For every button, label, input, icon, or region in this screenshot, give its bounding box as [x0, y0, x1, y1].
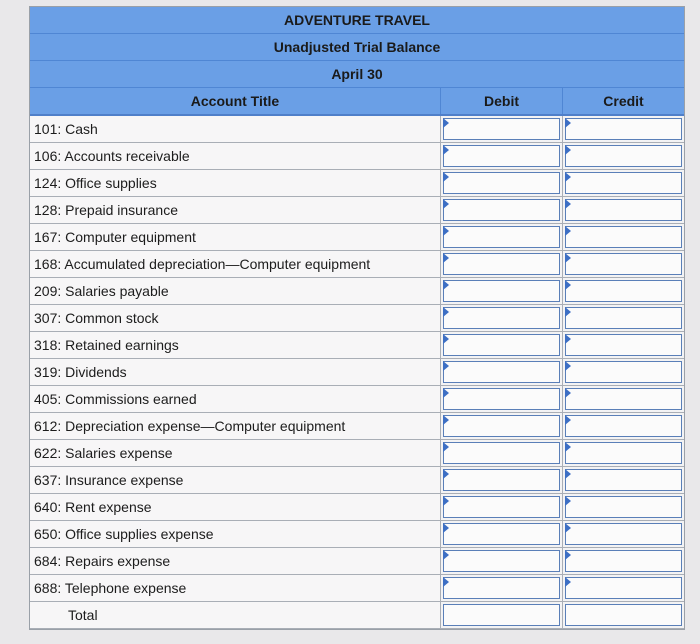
debit-input[interactable] [443, 388, 560, 410]
debit-cell [441, 386, 563, 412]
entry-marker-icon [443, 496, 449, 506]
debit-cell [441, 467, 563, 493]
debit-input[interactable] [443, 361, 560, 383]
credit-input[interactable] [565, 280, 682, 302]
debit-cell [441, 602, 563, 628]
account-title-cell: 650: Office supplies expense [30, 521, 441, 547]
entry-marker-icon [443, 253, 449, 263]
account-title-cell: 124: Office supplies [30, 170, 441, 196]
debit-input[interactable] [443, 145, 560, 167]
entry-marker-icon [565, 280, 571, 290]
entry-marker-icon [443, 307, 449, 317]
credit-cell [563, 575, 684, 601]
credit-cell [563, 521, 684, 547]
credit-input[interactable] [565, 415, 682, 437]
entry-marker-icon [443, 577, 449, 587]
total-row [30, 602, 684, 629]
table-row [30, 440, 684, 467]
debit-cell [441, 278, 563, 304]
debit-cell [441, 170, 563, 196]
entry-marker-icon [565, 361, 571, 371]
account-title-cell: 167: Computer equipment [30, 224, 441, 250]
entry-marker-icon [565, 469, 571, 479]
credit-cell [563, 278, 684, 304]
credit-input[interactable] [565, 361, 682, 383]
entry-marker-icon [443, 280, 449, 290]
account-title-cell: 101: Cash [30, 116, 441, 142]
debit-input[interactable] [443, 469, 560, 491]
account-title-cell: 688: Telephone expense [30, 575, 441, 601]
credit-cell [563, 170, 684, 196]
entry-marker-icon [443, 442, 449, 452]
debit-input[interactable] [443, 442, 560, 464]
credit-input[interactable] [565, 118, 682, 140]
account-title-cell: 612: Depreciation expense—Computer equipment [30, 413, 441, 439]
entry-marker-icon [443, 550, 449, 560]
credit-input[interactable] [565, 388, 682, 410]
table-row [30, 359, 684, 386]
debit-input[interactable] [443, 280, 560, 302]
account-title-cell: 168: Accumulated depreciation—Computer equipment [30, 251, 441, 277]
credit-cell [563, 440, 684, 466]
debit-input[interactable] [443, 523, 560, 545]
total-label: Total [30, 602, 441, 628]
debit-input[interactable] [443, 334, 560, 356]
table-row [30, 170, 684, 197]
debit-cell [441, 359, 563, 385]
column-header-debit: Debit [441, 88, 563, 114]
table-row [30, 332, 684, 359]
credit-cell [563, 251, 684, 277]
entry-marker-icon [565, 226, 571, 236]
debit-input[interactable] [443, 307, 560, 329]
credit-cell [563, 305, 684, 331]
credit-input[interactable] [565, 334, 682, 356]
entry-marker-icon [565, 145, 571, 155]
entry-marker-icon [443, 415, 449, 425]
debit-cell [441, 224, 563, 250]
table-row [30, 467, 684, 494]
credit-cell [563, 467, 684, 493]
account-title-cell: 405: Commissions earned [30, 386, 441, 412]
total-debit-input[interactable] [443, 604, 560, 626]
debit-input[interactable] [443, 199, 560, 221]
credit-cell [563, 332, 684, 358]
account-title-cell: 622: Salaries expense [30, 440, 441, 466]
entry-marker-icon [565, 523, 571, 533]
entry-marker-icon [565, 172, 571, 182]
account-title-cell: 128: Prepaid insurance [30, 197, 441, 223]
debit-cell [441, 521, 563, 547]
table-row [30, 143, 684, 170]
account-rows [30, 116, 684, 629]
entry-marker-icon [565, 199, 571, 209]
debit-input[interactable] [443, 550, 560, 572]
entry-marker-icon [565, 577, 571, 587]
entry-marker-icon [565, 550, 571, 560]
credit-cell [563, 197, 684, 223]
report-date: April 30 [30, 61, 684, 88]
credit-input[interactable] [565, 523, 682, 545]
debit-input[interactable] [443, 172, 560, 194]
table-row [30, 494, 684, 521]
entry-marker-icon [565, 334, 571, 344]
entry-marker-icon [565, 253, 571, 263]
credit-cell [563, 143, 684, 169]
debit-input[interactable] [443, 253, 560, 275]
credit-cell [563, 602, 684, 628]
debit-cell [441, 197, 563, 223]
table-row [30, 251, 684, 278]
account-title-cell: 640: Rent expense [30, 494, 441, 520]
credit-input[interactable] [565, 496, 682, 518]
table-row [30, 386, 684, 413]
debit-cell [441, 494, 563, 520]
column-header-row [30, 88, 684, 116]
credit-input[interactable] [565, 226, 682, 248]
report-header [30, 7, 684, 88]
debit-cell [441, 548, 563, 574]
debit-input[interactable] [443, 577, 560, 599]
credit-input[interactable] [565, 172, 682, 194]
trial-balance-sheet [29, 6, 685, 630]
entry-marker-icon [565, 496, 571, 506]
credit-cell [563, 494, 684, 520]
credit-cell [563, 116, 684, 142]
entry-marker-icon [443, 361, 449, 371]
debit-input[interactable] [443, 415, 560, 437]
debit-cell [441, 332, 563, 358]
credit-input[interactable] [565, 469, 682, 491]
column-header-account-title: Account Title [30, 88, 441, 114]
credit-input[interactable] [565, 307, 682, 329]
credit-cell [563, 413, 684, 439]
credit-input[interactable] [565, 550, 682, 572]
debit-cell [441, 413, 563, 439]
debit-cell [441, 305, 563, 331]
credit-cell [563, 359, 684, 385]
debit-cell [441, 440, 563, 466]
account-title-cell: 319: Dividends [30, 359, 441, 385]
total-credit-input[interactable] [565, 604, 682, 626]
credit-cell [563, 548, 684, 574]
account-title-cell: 318: Retained earnings [30, 332, 441, 358]
entry-marker-icon [443, 469, 449, 479]
debit-cell [441, 143, 563, 169]
credit-input[interactable] [565, 253, 682, 275]
debit-cell [441, 575, 563, 601]
entry-marker-icon [443, 334, 449, 344]
credit-input[interactable] [565, 577, 682, 599]
company-name: ADVENTURE TRAVEL [30, 7, 684, 34]
account-title-cell: 209: Salaries payable [30, 278, 441, 304]
debit-input[interactable] [443, 118, 560, 140]
entry-marker-icon [443, 226, 449, 236]
account-title-cell: 106: Accounts receivable [30, 143, 441, 169]
account-title-cell: 684: Repairs expense [30, 548, 441, 574]
column-header-credit: Credit [603, 93, 644, 109]
debit-cell [441, 116, 563, 142]
entry-marker-icon [443, 145, 449, 155]
table-row [30, 548, 684, 575]
entry-marker-icon [443, 388, 449, 398]
table-row [30, 305, 684, 332]
entry-marker-icon [565, 307, 571, 317]
entry-marker-icon [443, 523, 449, 533]
credit-input[interactable] [565, 145, 682, 167]
credit-input[interactable] [565, 442, 682, 464]
entry-marker-icon [443, 172, 449, 182]
table-row [30, 278, 684, 305]
entry-marker-icon [443, 118, 449, 128]
account-title-cell: 307: Common stock [30, 305, 441, 331]
entry-marker-icon [565, 442, 571, 452]
account-title-cell: 637: Insurance expense [30, 467, 441, 493]
table-row [30, 521, 684, 548]
debit-input[interactable] [443, 226, 560, 248]
credit-cell [563, 224, 684, 250]
table-row [30, 413, 684, 440]
credit-input[interactable] [565, 199, 682, 221]
credit-cell [563, 386, 684, 412]
debit-input[interactable] [443, 496, 560, 518]
entry-marker-icon [565, 388, 571, 398]
entry-marker-icon [565, 415, 571, 425]
debit-cell [441, 251, 563, 277]
table-row [30, 197, 684, 224]
table-row [30, 224, 684, 251]
report-title: Unadjusted Trial Balance [30, 34, 684, 61]
entry-marker-icon [565, 118, 571, 128]
entry-marker-icon [443, 199, 449, 209]
table-row [30, 116, 684, 143]
table-row [30, 575, 684, 602]
